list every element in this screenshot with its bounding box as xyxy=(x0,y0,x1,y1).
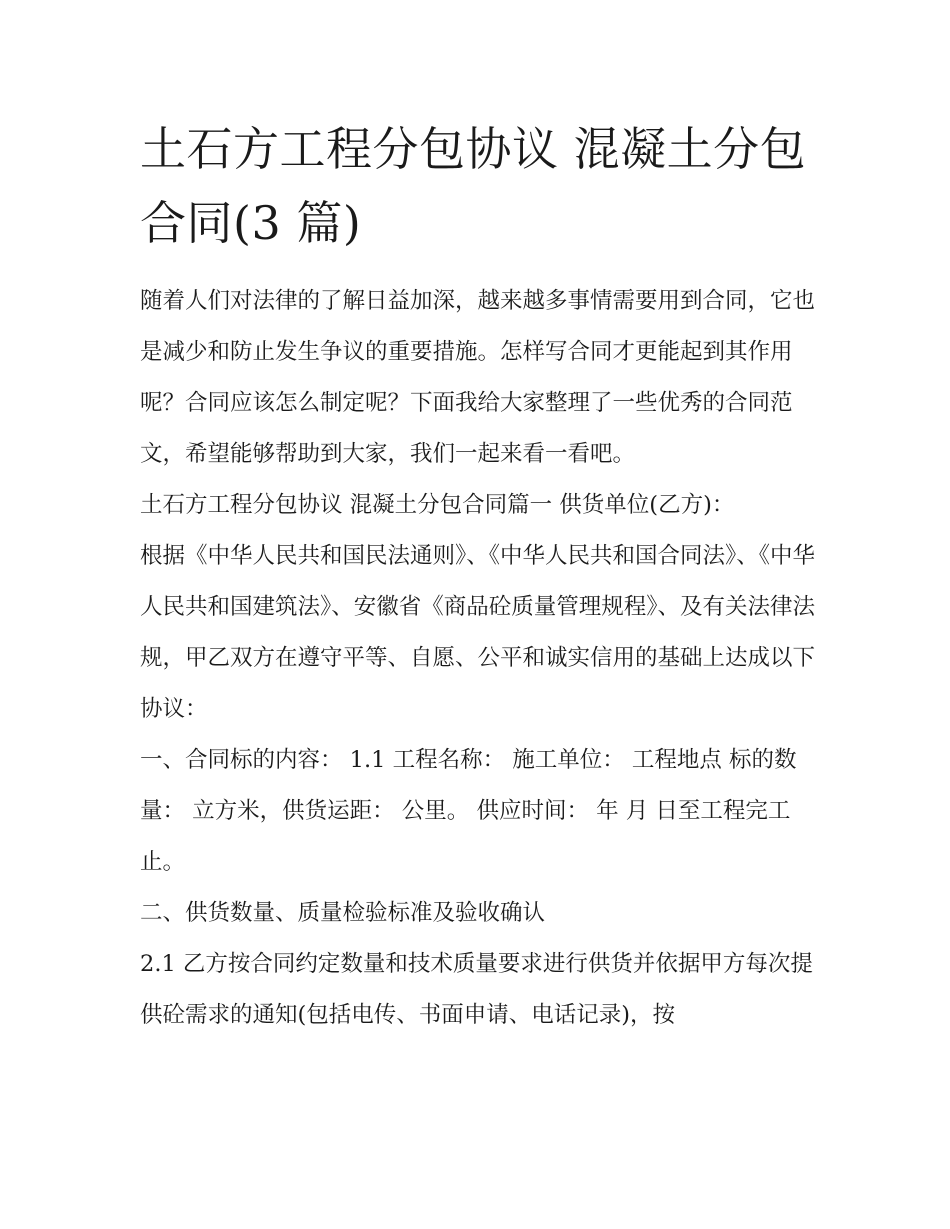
section-one-paragraph: 一、合同标的内容： 1.1 工程名称： 施工单位： 工程地点 标的数量： 立方米，供货运距： 公里。 供应时间： 年 月 日至工程完工止。 xyxy=(140,747,797,875)
document-body xyxy=(140,276,820,1041)
document-title: 土石方工程分包协议 混凝土分包合同(3 篇) xyxy=(140,122,807,250)
intro-paragraph: 随着人们对法律的了解日益加深，越来越多事情需要用到合同，它也是减少和防止发生争议的重要措施。怎样写合同才更能起到其作用呢？合同应该怎么制定呢？下面我给大家整理了一些优秀的合同范文，希望能够帮助到大家，我们一起来看一看吧。 xyxy=(140,288,816,467)
section-two-heading: 二、供货数量、质量检验标准及验收确认 xyxy=(140,900,546,926)
legal-basis-paragraph: 根据《中华人民共和国民法通则》、《中华人民共和国合同法》、《中华人民共和国建筑法》、安徽省《商品砼质量管理规程》、及有关法律法规，甲乙双方在遵守平等、自愿、公平和诚实信用的基础上达成以下协议： xyxy=(140,543,816,722)
contract-heading-paragraph: 土石方工程分包协议 混凝土分包合同篇一 供货单位(乙方)： xyxy=(140,492,735,518)
clause-2-1-paragraph: 2.1 乙方按合同约定数量和技术质量要求进行供货并依据甲方每次提供砼需求的通知(包括电传、书面申请、电话记录)，按 xyxy=(140,951,813,1028)
